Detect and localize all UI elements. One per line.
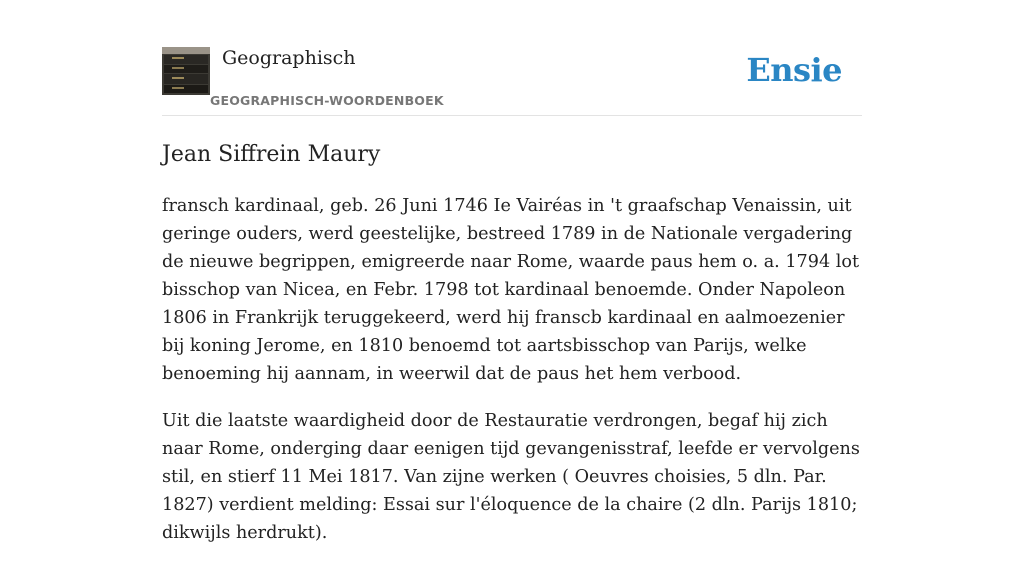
article-body bbox=[162, 192, 862, 566]
source-avatar[interactable] bbox=[162, 47, 210, 95]
article-title: Jean Siffrein Maury bbox=[162, 142, 381, 167]
article-paragraph: Uit die laatste waardigheid door de Restauratie verdrongen, begaf hij zich naar Rome, onderging daar eenigen tijd gevangenisstraf, leefde er vervolgens stil, en stierf 11 Mei 1817. Van zijne werken ( Oeuvres choisies, 5 dln. Par. 1827) verdient melding: Essai sur l'éloquence de la chaire (2 dln. Parijs 1810; dikwijls herdrukt). bbox=[162, 411, 860, 543]
book-spines-icon bbox=[162, 47, 210, 95]
article-paragraph: fransch kardinaal, geb. 26 Juni 1746 Ie Vairéas in 't graafschap Venaissin, uit geringe ouders, werd geestelijke, bestreed 1789 in de Nationale vergadering de nieuwe begrippen, emigreerde naar Rome, waarde paus hem o. a. 1794 lot bisschop van Nicea, en Febr. 1798 tot kardinaal benoemde. Onder Napoleon 1806 in Frankrijk teruggekeerd, werd hij franscb kardinaal en aalmoezenier bij koning Jerome, en 1810 benoemd tot aartsbisschop van Parijs, welke benoeming hij aannam, in weerwil dat de paus het hem verbood. bbox=[162, 196, 860, 384]
content-container bbox=[162, 0, 862, 543]
source-header bbox=[162, 0, 862, 116]
source-title[interactable]: Geographisch bbox=[222, 47, 356, 69]
ensie-logo[interactable]: Ensie bbox=[746, 51, 842, 89]
source-slug[interactable]: GEOGRAPHISCH-WOORDENBOEK bbox=[210, 93, 444, 108]
